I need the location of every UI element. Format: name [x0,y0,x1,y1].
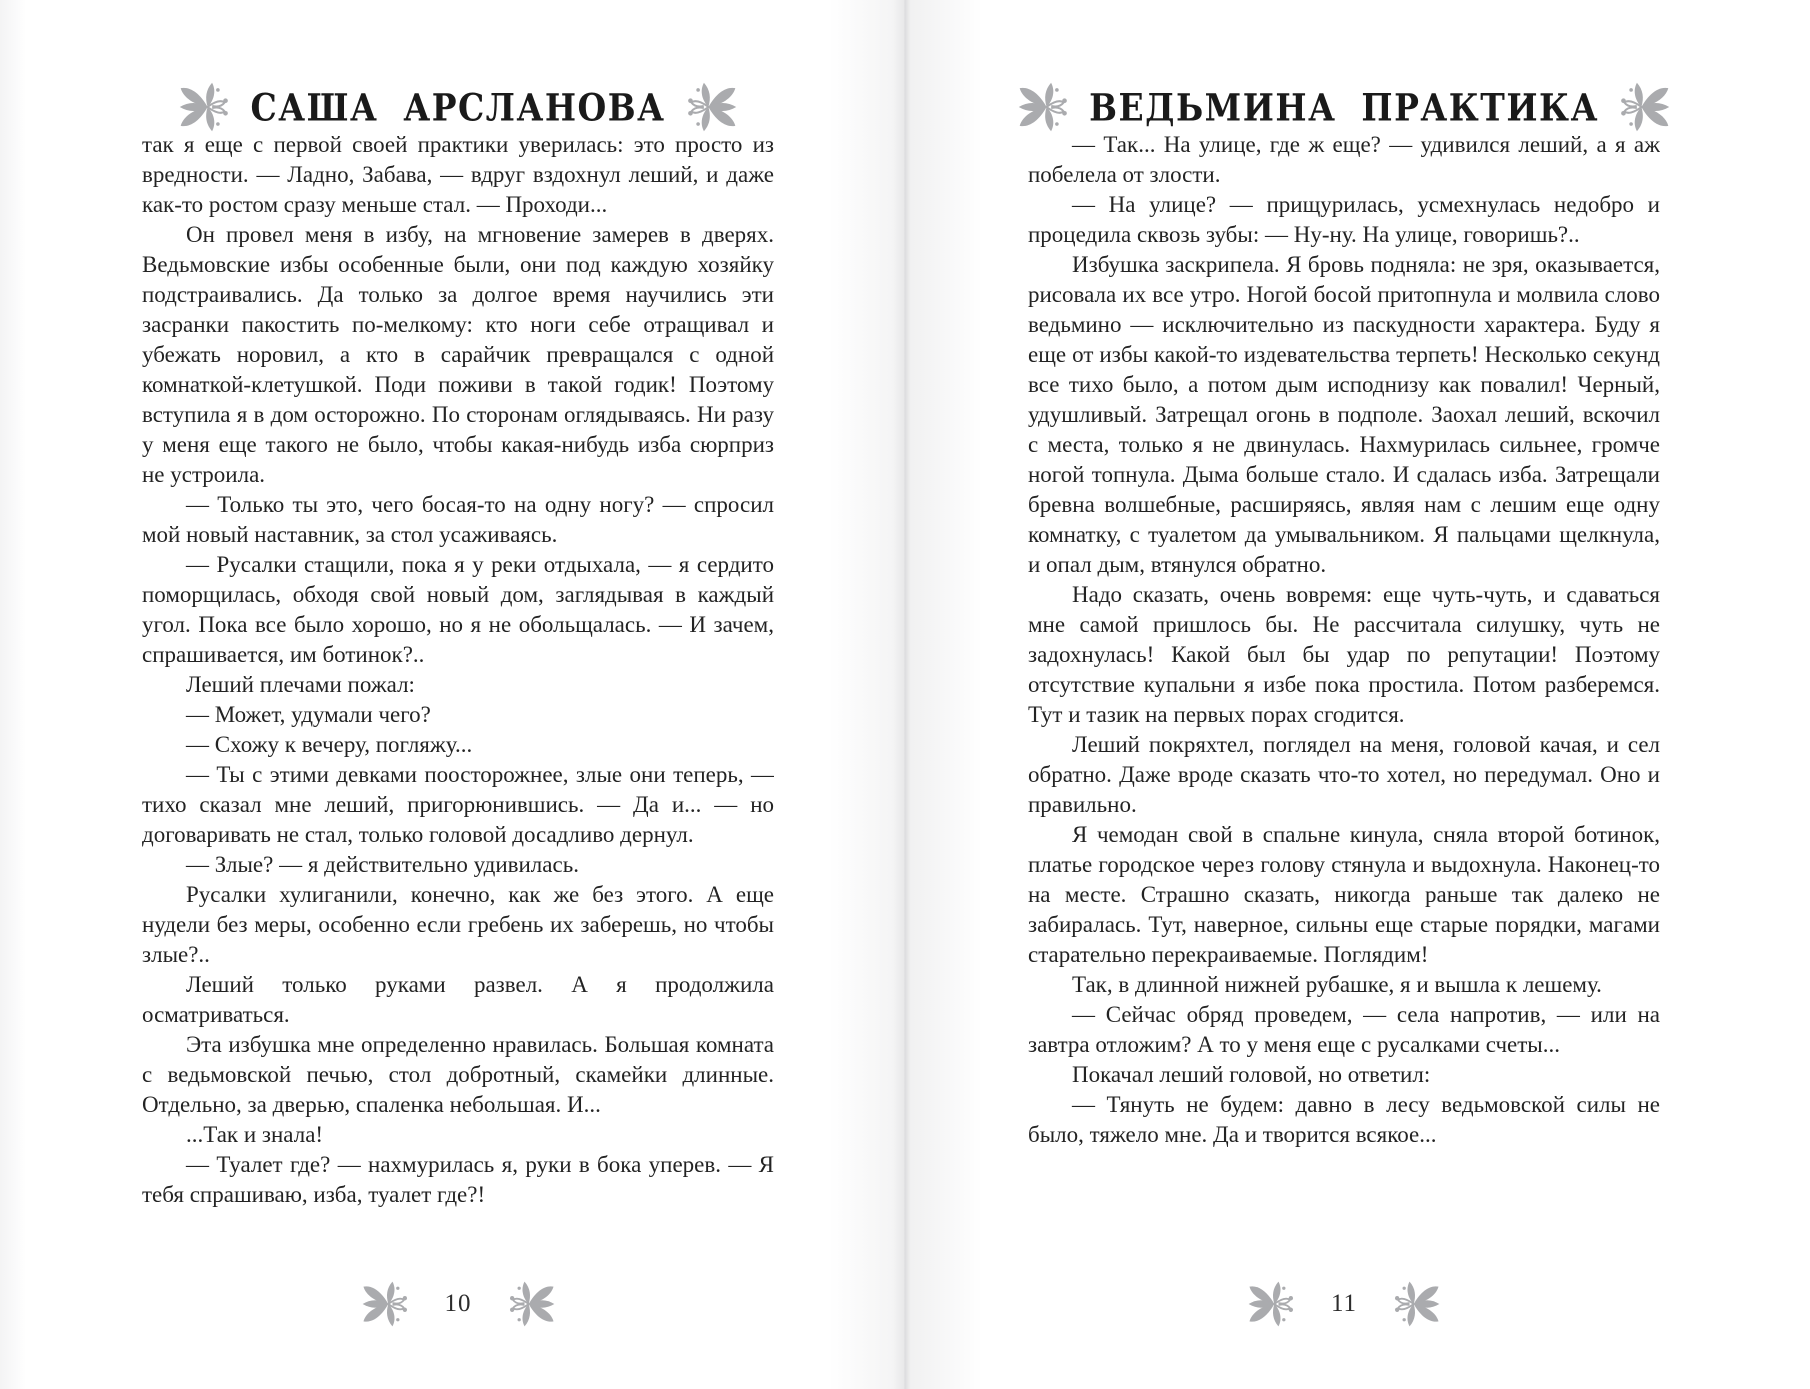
paragraph: Леший только руками развел. А я продолжила осматриваться. [142,972,774,1027]
paragraph: ...Так и знала! [186,1122,324,1147]
paragraph: — Сейчас обряд проведем, — села напротив, — или на завтра отложим? А то у меня еще с русалками счеты... [1028,1002,1660,1057]
fleuron-ornament-icon [1619,80,1671,134]
right-page [905,0,1810,1389]
right-page-footer [1028,1276,1660,1332]
left-header-title: САША АРСЛАНОВА [250,85,666,129]
right-header-title: ВЕДЬМИНА ПРАКТИКА [1089,85,1599,129]
fleuron-ornament-icon [1247,1279,1295,1329]
paragraph: — Русалки стащили, пока я у реки отдыхала, — я сердито поморщилась, обходя свой новый дом, заглядывая в каждый угол. Пока все было хорошо, но я не обольщалась. — И зачем, спрашивается, им ботинок?.. [142,552,774,667]
paragraph: — На улице? — прищурилась, усмехнулась недобро и процедила сквозь зубы: — Ну-ну. На улице, говоришь?.. [1028,192,1660,247]
paragraph: Избушка заскрипела. Я бровь подняла: не зря, оказывается, рисовала их все утро. Ногой босой притопнула и молвила слово ведьмино — исключительно из паскудности характера. Буду я еще от избы какой-то издевательства терпеть! Несколько секунд все тихо было, а потом дым исподнизу как повалил! Черный, удушливый. Затрещал огонь в подполе. Заохал леший, вскочил с места, только я не двинулась. Нахмурилась сильнее, громче ногой топнула. Дыма больше стало. И сдалась изба. Затрещали бревна волшебные, расширяясь, являя нам с лешим еще одну комнатку, с туалетом да умывальником. Я пальцами щелкнула, и опал дым, втянулся обратно. [1028,252,1660,577]
right-page-number: 11 [1330,1290,1358,1317]
paragraph: Русалки хулиганили, конечно, как же без этого. А еще нудели без меры, особенно если гребень их заберешь, но чтобы злые?.. [142,882,774,967]
right-page-text [1028,130,1660,1276]
left-page-number: 10 [444,1290,472,1317]
paragraph: Я чемодан свой в спальне кинула, сняла второй ботинок, платье городское через голову стянула и выдохнула. Наконец-то на месте. Страшно сказать, никогда раньше так далеко не забиралась. Тут, наверное, сильны еще старые порядки, магами старательно перекраиваемые. Поглядим! [1028,822,1660,967]
paragraph: Леший плечами пожал: [186,672,415,697]
paragraph: Леший покряхтел, поглядел на меня, головой качая, и сел обратно. Даже вроде сказать что-то хотел, но передумал. Оно и правильно. [1028,732,1660,817]
paragraph: — Может, удумали чего? [186,702,431,727]
paragraph: — Так... На улице, где ж еще? — удивился леший, а я аж побелела от злости. [1028,132,1660,187]
paragraph: Так, в длинной нижней рубашке, я и вышла к лешему. [1072,972,1602,997]
paragraph: — Только ты это, чего босая-то на одну ногу? — спросил мой новый наставник, за стол усаживаясь. [142,492,774,547]
paragraph: Покачал леший головой, но ответил: [1072,1062,1431,1087]
fleuron-ornament-icon [686,80,738,134]
paragraph: так я еще с первой своей практики уверилась: это просто из вредности. — Ладно, Забава, — вдруг вздохнул леший, и даже как-то ростом сразу меньше стал. — Проходи... [142,132,774,217]
fleuron-ornament-icon [508,1279,556,1329]
fleuron-ornament-icon [1393,1279,1441,1329]
fleuron-ornament-icon [178,80,230,134]
paragraph: — Злые? — я действительно удивилась. [186,852,579,877]
paragraph: Он провел меня в избу, на мгновение замерев в дверях. Ведьмовские избы особенные были, они под каждую хозяйку подстраивались. Да только за долгое время научились эти засранки пакостить по-мелкому: кто ноги себе отращивал и убежать норовил, а кто в сарайчик превращался с одной комнаткой-клетушкой. Поди поживи в такой годик! Поэтому вступила я в дом осторожно. По сторонам оглядываясь. Ни разу у меня еще такого не было, чтобы какая-нибудь изба сюрприз не устроила. [142,222,774,487]
fleuron-ornament-icon [361,1279,409,1329]
fleuron-ornament-icon [1017,80,1069,134]
paragraph: — Тянуть не будем: давно в лесу ведьмовской силы не было, тяжело мне. Да и творится всякое... [1028,1092,1660,1147]
left-page-text [142,130,774,1276]
paragraph: Эта избушка мне определенно нравилась. Большая комната с ведьмовской печью, стол добротный, скамейки длинные. Отдельно, за дверью, спаленка небольшая. И... [142,1032,774,1117]
paragraph: — Ты с этими девками поосторожнее, злые они теперь, — тихо сказал мне леший, пригорюнившись. — Да и... — но договаривать не стал, только головой досадливо дернул. [142,762,774,847]
left-running-header [142,80,774,134]
paragraph: Надо сказать, очень вовремя: еще чуть-чуть, и сдаваться мне самой пришлось бы. Не рассчитала силушку, чуть не задохнулась! Какой был бы удар по репутации! Поэтому отсутствие купальни я избе пока простила. Потом разберемся. Тут и тазик на первых порах сгодится. [1028,582,1660,727]
left-page-footer [142,1276,774,1332]
paragraph: — Туалет где? — нахмурилась я, руки в бока уперев. — Я тебя спрашиваю, изба, туалет где?! [142,1152,774,1207]
paragraph: — Схожу к вечеру, погляжу... [186,732,473,757]
right-running-header [1028,80,1660,134]
